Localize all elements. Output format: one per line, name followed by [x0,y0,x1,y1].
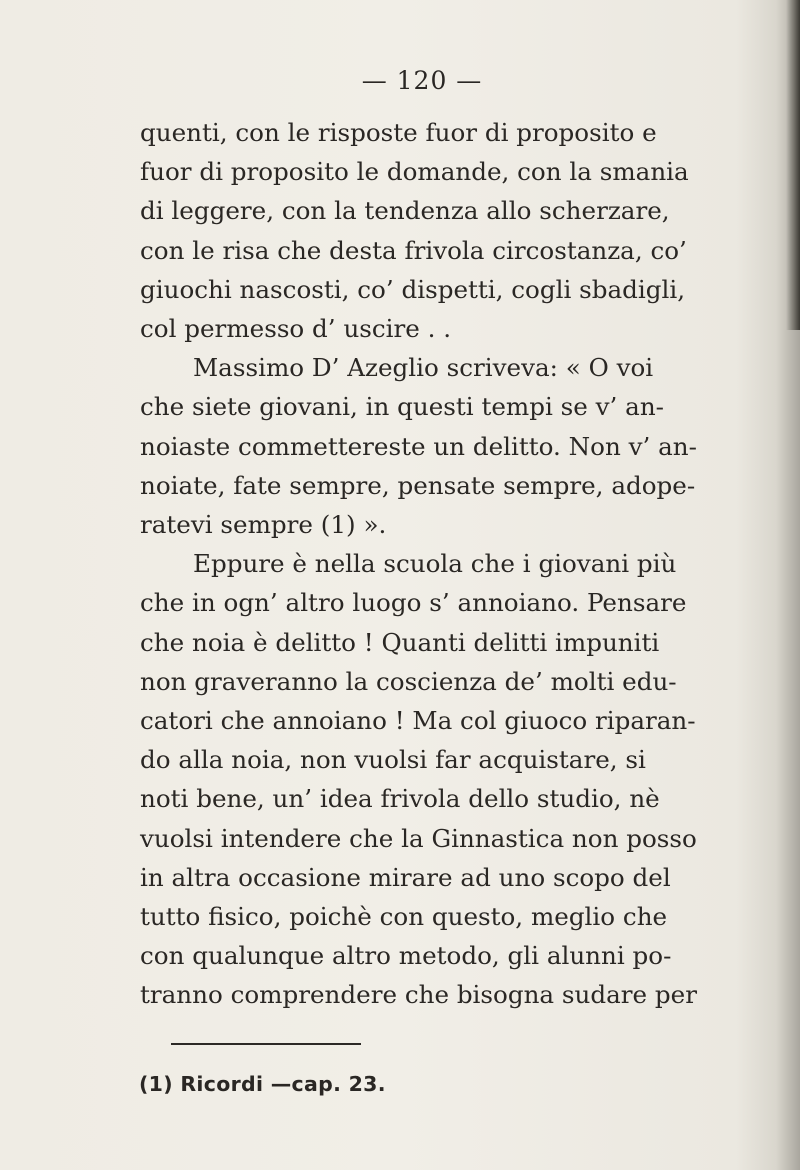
footnote: (1) Ricordi —cap. 23. [139,1072,386,1096]
text-line: con qualunque altro metodo, gli alunni po- [140,941,672,971]
footnote-rule [171,1043,361,1045]
body-text [140,113,695,1015]
text-line: Eppure è nella scuola che i giovani più [193,549,677,579]
text-line: do alla noia, non vuolsi far acquistare, si [140,745,646,775]
text-line: noiate, fate sempre, pensate sempre, adope- [140,470,696,500]
text-line: giuochi nascosti, co’ dispetti, cogli sbadigli, [140,274,686,304]
page-number: — 120 — [361,66,483,95]
text-line: in altra occasione mirare ad uno scopo del [140,862,671,892]
text-line: con le risa che desta frivola circostanza, co’ [140,235,687,265]
text-line: quenti, con le risposte fuor di proposito e [140,118,657,147]
text-line: vuolsi intendere che la Ginnastica non posso [140,823,697,853]
text-line: noiaste commettereste un delitto. Non v’ an- [140,431,697,461]
page-edge-shadow [786,0,800,330]
text-line: non graveranno la coscienza de’ molti edu- [140,666,677,696]
text-line: che noia è delitto ! Quanti delitti impuniti [140,627,660,657]
text-line: che siete giovani, in questi tempi se v’ an- [140,392,664,422]
text-line: fuor di proposito le domande, con la smania [140,157,689,187]
text-line: ratevi sempre (1) ». [140,510,387,540]
text-line: di leggere, con la tendenza allo scherzare, [140,196,670,226]
text-line: tranno comprendere che bisogna sudare per [140,980,697,1010]
text-line: tutto fisico, poichè con questo, meglio che [140,902,668,932]
text-line: catori che annoiano ! Ma col giuoco riparan- [140,706,696,736]
text-line: noti bene, un’ idea frivola dello studio, nè [140,784,660,814]
text-line: Massimo D’ Azeglio scriveva: « O voi [193,353,654,383]
text-line: che in ogn’ altro luogo s’ annoiano. Pensare [140,588,687,618]
text-line: col permesso d’ uscire . . [140,314,452,344]
